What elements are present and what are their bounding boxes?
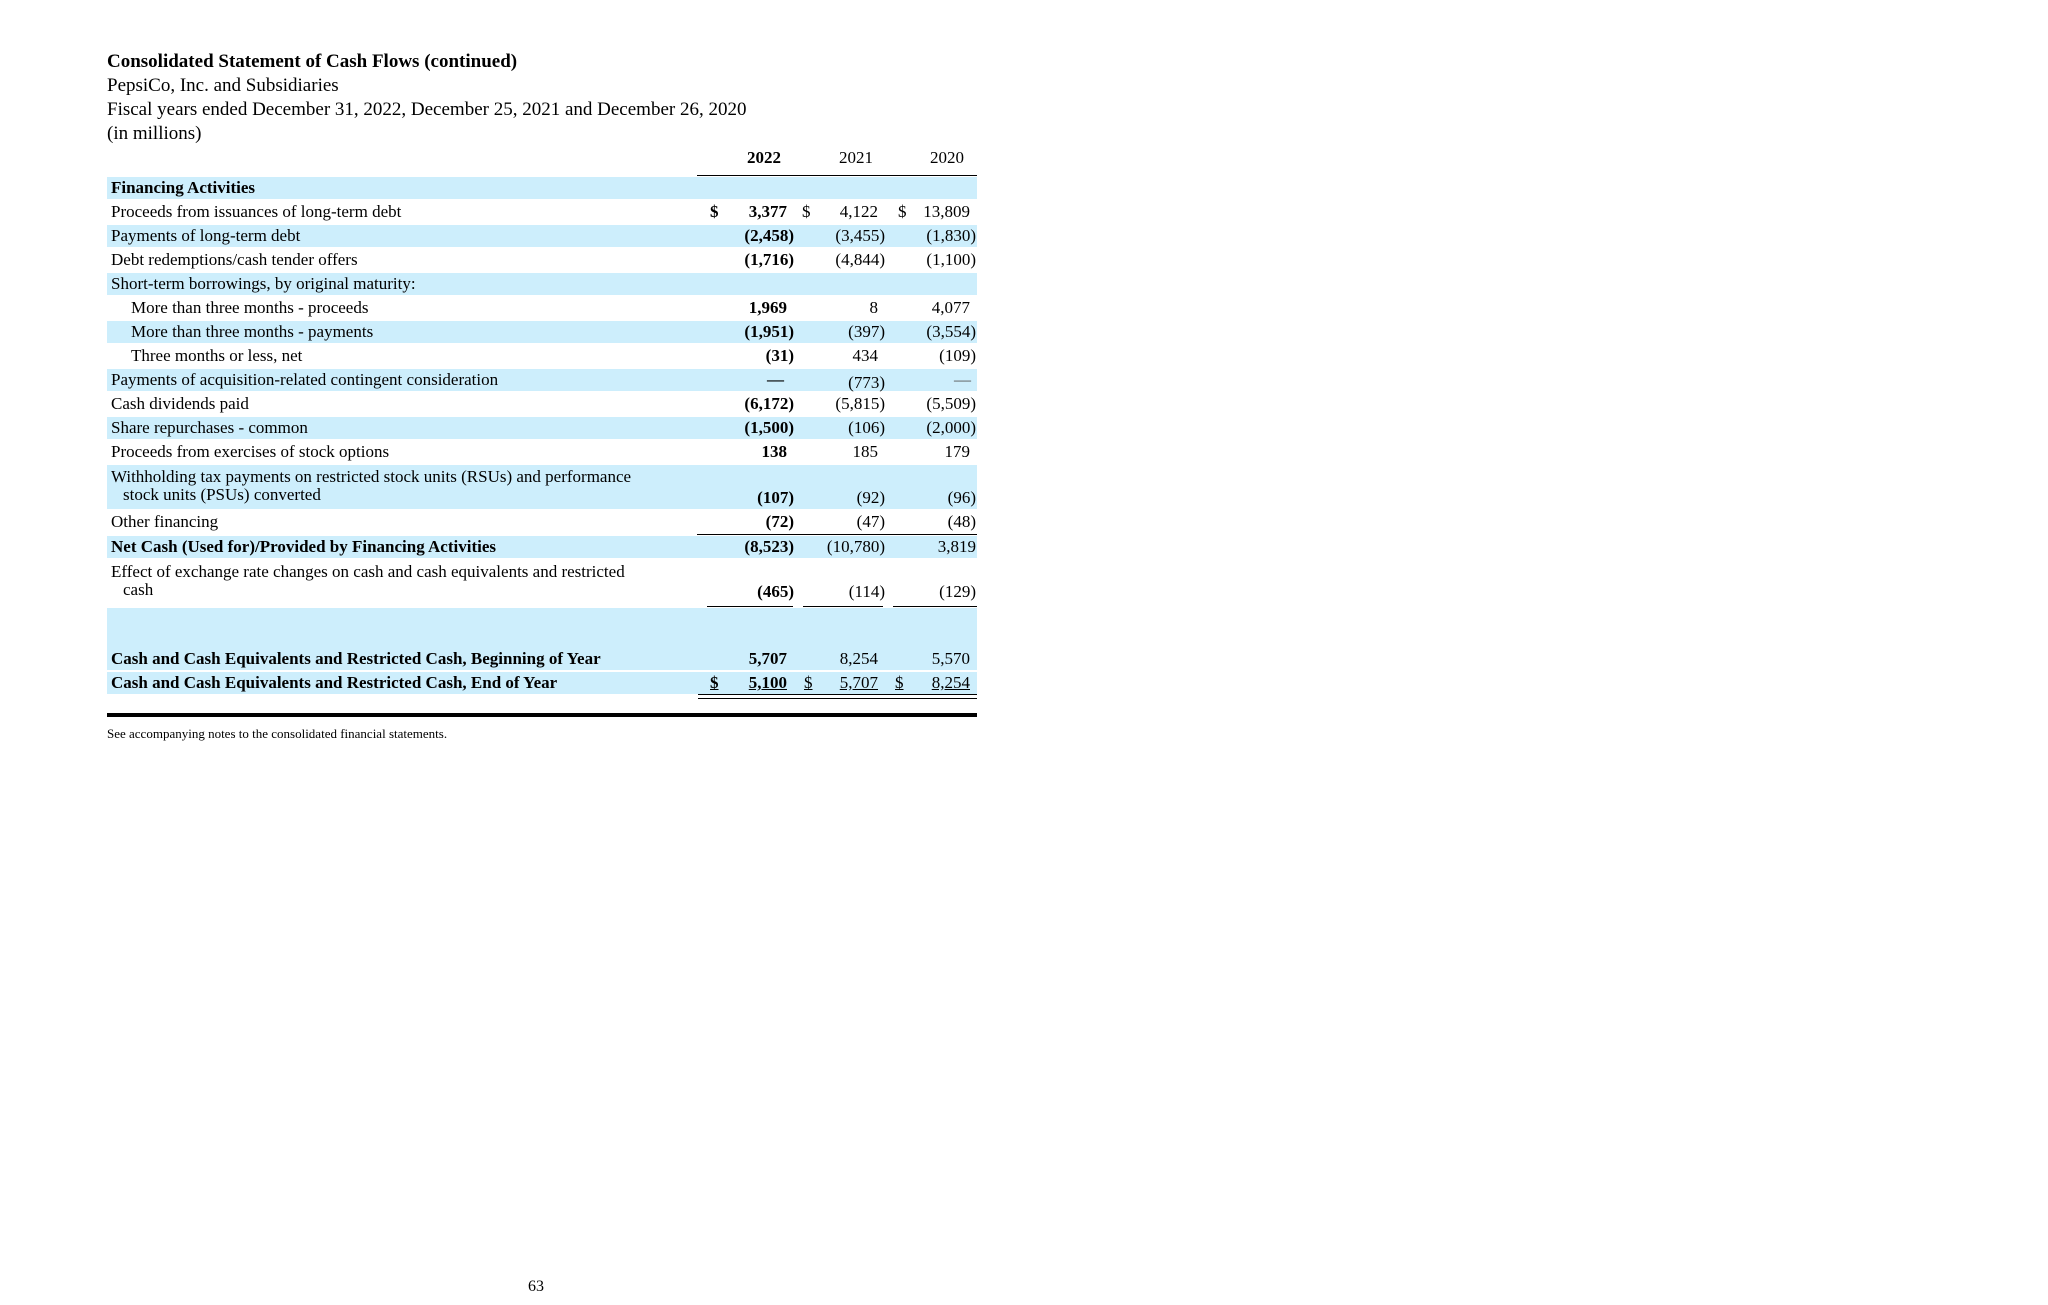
- row-label: Other financing: [111, 512, 219, 531]
- value-2022: 1,969: [748, 298, 787, 317]
- value-2020: (5,509): [926, 394, 976, 413]
- table-row: [107, 249, 977, 271]
- row-label: Debt redemptions/cash tender offers: [111, 250, 358, 269]
- value-2020: (2,000): [926, 418, 976, 437]
- currency-symbol: $: [895, 673, 904, 692]
- table-row: [107, 536, 977, 558]
- footnote: See accompanying notes to the consolidated financial statements.: [107, 726, 448, 741]
- value-2022: (8,523): [744, 537, 794, 556]
- value-2020: (1,830): [926, 226, 976, 245]
- value-2020: 5,570: [931, 649, 970, 668]
- table-row: [107, 297, 977, 319]
- row-label: Proceeds from issuances of long-term debt: [111, 202, 402, 221]
- table-row: [107, 648, 977, 670]
- value-2021: (4,844): [835, 250, 885, 269]
- value-2020: 179: [944, 442, 970, 461]
- value-2021: (773): [848, 373, 885, 392]
- value-2020: 13,809: [923, 202, 970, 221]
- total-underline: [707, 606, 793, 607]
- statement-title: Consolidated Statement of Cash Flows (continued): [107, 51, 518, 72]
- value-2020: 8,254: [931, 673, 970, 692]
- value-2021: 8,254: [839, 649, 878, 668]
- table-row: [107, 672, 977, 694]
- currency-symbol: $: [898, 202, 907, 221]
- value-2021: (92): [856, 488, 885, 507]
- value-2021: 434: [852, 346, 878, 365]
- value-2021: 185: [852, 442, 878, 461]
- company-name: PepsiCo, Inc. and Subsidiaries: [107, 75, 339, 96]
- row-label: Share repurchases - common: [111, 418, 308, 437]
- value-2020: (1,100): [926, 250, 976, 269]
- column-header-2022: 2022: [747, 148, 781, 167]
- statement-header: [107, 50, 746, 146]
- row-label: Cash and Cash Equivalents and Restricted Cash, Beginning of Year: [111, 649, 601, 668]
- row-label: Effect of exchange rate changes on cash and cash equivalents and restricted cash: [111, 562, 625, 599]
- value-2021: (5,815): [835, 394, 885, 413]
- value-2020: (129): [939, 582, 976, 601]
- section-divider: [107, 713, 977, 717]
- table-row: [107, 441, 977, 463]
- value-2020: (109): [939, 346, 976, 365]
- currency-symbol: $: [802, 202, 811, 221]
- table-row: [107, 560, 977, 604]
- value-2022: (31): [765, 346, 794, 365]
- page-number: 63: [528, 1278, 544, 1295]
- value-2022: (1,716): [744, 250, 794, 269]
- value-2022: 3,377: [748, 202, 787, 221]
- table-row: [107, 201, 977, 223]
- fiscal-period: Fiscal years ended December 31, 2022, December 25, 2021 and December 26, 2020: [107, 99, 747, 120]
- value-2022: (465): [757, 582, 794, 601]
- value-2021: 4,122: [839, 202, 878, 221]
- table-row: [107, 345, 977, 367]
- value-2021: 8: [869, 298, 878, 317]
- value-2020: (3,554): [926, 322, 976, 341]
- table-row: [107, 177, 977, 199]
- units-note: (in millions): [107, 123, 202, 144]
- value-2022: 138: [761, 442, 787, 461]
- table-row: [107, 511, 977, 533]
- row-label: Three months or less, net: [131, 346, 303, 365]
- value-2021: (47): [856, 512, 885, 531]
- value-2021: (3,455): [835, 226, 885, 245]
- total-underline: [893, 606, 977, 607]
- total-underline: [803, 606, 883, 607]
- value-2022: (1,951): [744, 322, 794, 341]
- table-row: [107, 417, 977, 439]
- table-row: [107, 393, 977, 415]
- table-row: [107, 273, 977, 295]
- header-underline: [697, 175, 977, 176]
- row-label: Payments of acquisition-related contingent consideration: [111, 370, 499, 389]
- value-2020: (48): [947, 512, 976, 531]
- spacer-row: [107, 608, 977, 648]
- currency-symbol: $: [804, 673, 813, 692]
- value-2022: (6,172): [744, 394, 794, 413]
- value-2022: 5,707: [748, 649, 787, 668]
- value-2022: (1,500): [744, 418, 794, 437]
- row-label: More than three months - payments: [131, 322, 374, 341]
- table-row: [107, 465, 977, 509]
- row-label: More than three months - proceeds: [131, 298, 369, 317]
- value-2021: (10,780): [826, 537, 885, 556]
- value-2020: (96): [947, 488, 976, 507]
- subtotal-underline: [697, 534, 977, 535]
- section-title: Financing Activities: [111, 178, 256, 197]
- currency-symbol: $: [710, 673, 719, 692]
- value-2020: 4,077: [931, 298, 970, 317]
- table-row: [107, 225, 977, 247]
- value-2022: (72): [765, 512, 794, 531]
- grand-total-double-underline: [698, 694, 977, 699]
- value-2022: (2,458): [744, 226, 794, 245]
- column-header-2021: 2021: [839, 148, 873, 167]
- value-2021: (114): [848, 582, 885, 601]
- value-2022: —: [767, 370, 784, 389]
- table-row: [107, 369, 977, 391]
- value-2021: (397): [848, 322, 885, 341]
- value-2021: (106): [848, 418, 885, 437]
- row-label: Cash dividends paid: [111, 394, 249, 413]
- currency-symbol: $: [710, 202, 719, 221]
- row-label: Short-term borrowings, by original maturity:: [111, 274, 416, 293]
- value-2021: 5,707: [839, 673, 878, 692]
- column-header-2020: 2020: [930, 148, 964, 167]
- value-2020: —: [954, 370, 971, 389]
- row-label: Proceeds from exercises of stock options: [111, 442, 390, 461]
- value-2022: (107): [757, 488, 794, 507]
- table-row: [107, 321, 977, 343]
- row-label: Withholding tax payments on restricted stock units (RSUs) and performance stock units (PSUs) converted: [111, 467, 632, 504]
- value-2022: 5,100: [748, 673, 787, 692]
- value-2020: 3,819: [937, 537, 976, 556]
- row-label: Net Cash (Used for)/Provided by Financing Activities: [111, 537, 497, 556]
- row-label: Cash and Cash Equivalents and Restricted Cash, End of Year: [111, 673, 558, 692]
- row-label: Payments of long-term debt: [111, 226, 301, 245]
